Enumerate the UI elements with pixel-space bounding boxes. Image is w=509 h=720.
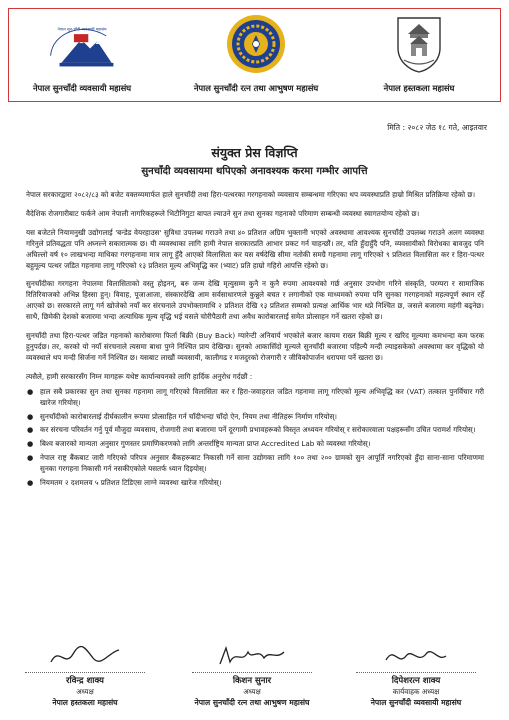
gear-emblem-icon <box>221 13 291 75</box>
signature-line <box>25 672 145 673</box>
body-paragraph: नेपाल सरकारद्वारा २०८२/८३ को बजेट वक्तव्यमार्फत हाले सुनचाँदी तथा हिरा-पत्थरका गरगहनाको व्यवसाय सम्बन्धमा गरिएका थप व्यवस्थाप्रति हाम्रो मिश्रित प्रतिक्रिया रहेको छ। <box>26 190 476 199</box>
org-block-hastakala <box>344 13 494 94</box>
org-name: नेपाल सुनचाँदी व्यवसायी महासंघ <box>32 83 132 93</box>
signatory-name: रविन्द्र शाक्य <box>66 676 104 686</box>
signature-block <box>0 640 509 720</box>
org-name: नेपाल सुनचाँदी रत्न तथा आभुषण महासंघ <box>193 83 319 93</box>
org-name: नेपाल हस्तकला महासंघ <box>383 83 455 93</box>
list-item: ● नियमतम २ दशमलव ५ प्रतिशत टिडिएस लाग्ने व्यवस्था खारेज गरियोस्। <box>27 478 222 488</box>
list-item: ● कर संरचना परिवर्तन गर्नु पूर्व मौजुदा व्यवसाय, रोजगारी तथा बजारमा पर्ने दूरगामी प्रभावहरूको विस्तृत अध्ययन गरियोस् र सरोकारवाला पक्षहरूसँग उचित परामर्श गरियोस्। <box>27 425 476 435</box>
temple-crest-icon <box>384 13 454 75</box>
bullet-icon: ● <box>27 439 34 449</box>
org-block-ratna-abhushan <box>181 13 331 94</box>
signature-icon <box>341 640 491 670</box>
body-paragraph: यस बजेटले नियामनुखी उद्योगलाई 'बन्डेड वेयरहाउस' सुविधा उपलब्ध गराउने तथा ४० प्रतिशत अग्रिम भुक्तानी भएको अवस्थामा आवश्यक सुनचाँदी उपलब्ध गराउने अलग व्यवस्था गरिनुले प्रतिवद्धता पनि अघ्नल्ने सकारात्मक छ। यी व्यवस्थाका लागि हामी नेपाल सरकारप्रति आभार प्रकट गर्न चाहन्छौं। तर, यति हुँदाहुँदै पनि, व्यवसायीको विरोधका बावजुद पनि अघिल्लो वर्ष १० लाखभन्दा माथिका गरगहनामा मात्र लागू हुँदै आएको विलासिता कर यस वर्षदेखि सीमा नतोकी समग्रै गहनामा लागू गरिएको ९ प्रतिशत विलासिता कर र हिरा-पत्थर बहुमूल्य पत्थर जडित गहनामा लागू गरिएको १३ प्रतिशत मूल्य अभिवृद्धि कर (भ्याट) प्रति हाम्रो गहिरो आपत्ति रहेको छ। <box>26 227 484 270</box>
logo-lettering: नेपाल सुन-चाँदी व्यवसायी महासंघ <box>57 26 107 32</box>
signatory <box>177 640 327 708</box>
signatory-org: नेपाल सुनचाँदी व्यवसायी महासंघ <box>370 698 462 707</box>
bullet-icon: ● <box>27 478 34 488</box>
signature-icon <box>10 640 160 670</box>
release-body <box>26 190 484 492</box>
document-title: संयुक्त प्रेस विज्ञप्ति <box>211 145 298 160</box>
letterhead <box>8 8 501 102</box>
list-item: ● हाल सबै प्रकारका सुन तथा सुनका गहनामा लागू गरिएको विलासिता कर र हिरा-जवाहरात जडित गहनामा लागू गरिएको मूल्य अभिवृद्धि कर (VAT) तत्काल पुनर्विचार गरी खारेज गरियोस्। <box>27 386 484 407</box>
bullet-icon: ● <box>27 453 34 463</box>
body-paragraph: त्यसैले, हामी सरकारसँग निम्न मागहरू यथेष्ट कार्यान्वयनको लागि हार्दिक अनुरोध गर्दछौं : <box>26 371 253 381</box>
signatory-name: दिपेशरत्न शाक्य <box>391 676 441 686</box>
signatory <box>341 640 491 708</box>
list-item: ● नेपाल राष्ट्र बैंकबाट जारी गरिएको परिपत्र अनुसार बैंकहरूबाट निकासी गर्ने साना उद्योगका लागि १०० तथा २०० ग्रामको सुन आपूर्ति नगरिएको हुँदा साना-साना परिमाणमा सुनका गरगहना निकासी गर्न नसकीएकोले यसतर्फ ध्यान दिइयोस्। <box>27 453 484 474</box>
bullet-icon: ● <box>27 411 34 421</box>
bullet-icon: ● <box>27 425 34 435</box>
body-paragraph: सुनचाँदी तथा हिरा-पत्थर जडित गहनाको कारोबारमा फिर्ता बिक्री (Buy Back) ग्यारेन्टी अनिवार्य भएकोले बजार कायम राख्न बिक्री मूल्य र खरिद मूल्यमा कमभन्दा कम फरक हुनुपर्दछ। तर, करको यो नयाँ संरचनाले त्यसमा बाधा पुग्ने निश्चित प्राय देखिन्छ। सुनको आकासिँदो मूल्यले सुनचाँदी बजारमा पहिल्यै मन्दी ल्याइसकेको अवस्थामा कर वृद्धिको यो व्यवस्थाले थप मन्दी सिर्जना गर्ने निश्चित छ। यसबाट लाखौं व्यवसायी, कालीगढ र मजदुरको रोजगारी र जीविकोपार्जन धरापमा पर्ने खतरा छ। <box>26 331 484 362</box>
list-item: ● बिश्व बजारको मान्यता अनुसार गुणस्तर प्रमाणिकरणको लागि अन्तर्राष्ट्रिय मान्यता प्राप्त Accredited Lab को व्यवस्था गरियोस्। <box>27 439 371 449</box>
signatory-role: कार्यवाहक अध्यक्ष <box>392 687 440 696</box>
bullet-icon: ● <box>27 386 34 396</box>
release-date: मिति : २०८२ जेठ १८ गते, आइतवार <box>387 123 487 132</box>
signatory-role: अध्यक्ष <box>76 687 94 696</box>
signatory-org: नेपाल सुनचाँदी रत्न तथा आभुषण महासंघ <box>194 698 310 707</box>
signatory-name: किशन सुनार <box>232 676 272 686</box>
signature-line <box>356 672 476 673</box>
signatory-role: अध्यक्ष <box>243 687 261 696</box>
signature-icon <box>177 640 327 670</box>
org-block-sunchandi-byabasayi <box>7 13 157 94</box>
body-paragraph: वैदेशिक रोजगारीबाट फर्कने आम नेपाली नागरिकहरूले भिटौनिगुटा बापत ल्याउने सुन तथा सुनका गहनाको परिमाण सम्बन्धी व्यवस्था स्वागतयोग्य रहेको छ। <box>26 208 420 218</box>
demand-list <box>26 387 484 489</box>
signatory <box>10 640 160 708</box>
list-item: ● सुनचाँदीको कारोबारलाई दीर्घकालीन रूपमा प्रोत्साहित गर्न चाँदीभन्दा चाँदो ऐन, नियम तथा नीतिहरू निर्माण गरियोस्। <box>27 411 337 421</box>
document-subtitle: सुनचाँदी व्यवसायमा थपिएको अनावश्यक करमा गम्भीर आपत्ति <box>141 166 368 177</box>
body-paragraph: सुनचाँदीका गरगहना नेपालमा विलासिताको वस्तु होइनन्, बरु जन्म देखि मृत्युसम्म कुनै न कुनै रुपमा आवश्यको गर्छ अनुसार उपभोग गरिने संस्कृति, परम्परा र सामाजिक रितिरिवाजको अभिन्न हिस्सा हुन्। विवाह, पूजाआजा, संस्कारदेखि आम सर्वसाधारणले कुन्नुले बचत र लगानीको एक माध्यमको रुपमा पनि सुनका गरगहनाको महत्वपूर्ण स्थान रहेँ आएको छ। सरकारले लागू गर्न खोजेको नयाँ कर संरचनाले उपभोक्तामाथि २ प्रतिशत देखि १३ प्रतिशत सम्मको प्रत्यक्ष आर्थिक भार थप्ने निश्चित छ, जसले बजारमा महंगी बढ्नेछ। साथै, छिमेकी देशको बजारमा भन्दा अत्याधिक मूल्य वृद्धि भई यसले चोरीपैठारी तथा अवैध कारोबारलाई समेत प्रोत्साहन गर्ने खतरा रहेको छ। <box>26 279 484 322</box>
signatory-org: नेपाल हस्तकला महासंघ <box>52 698 118 707</box>
signature-line <box>192 672 312 673</box>
mountain-logo-icon <box>47 13 117 75</box>
